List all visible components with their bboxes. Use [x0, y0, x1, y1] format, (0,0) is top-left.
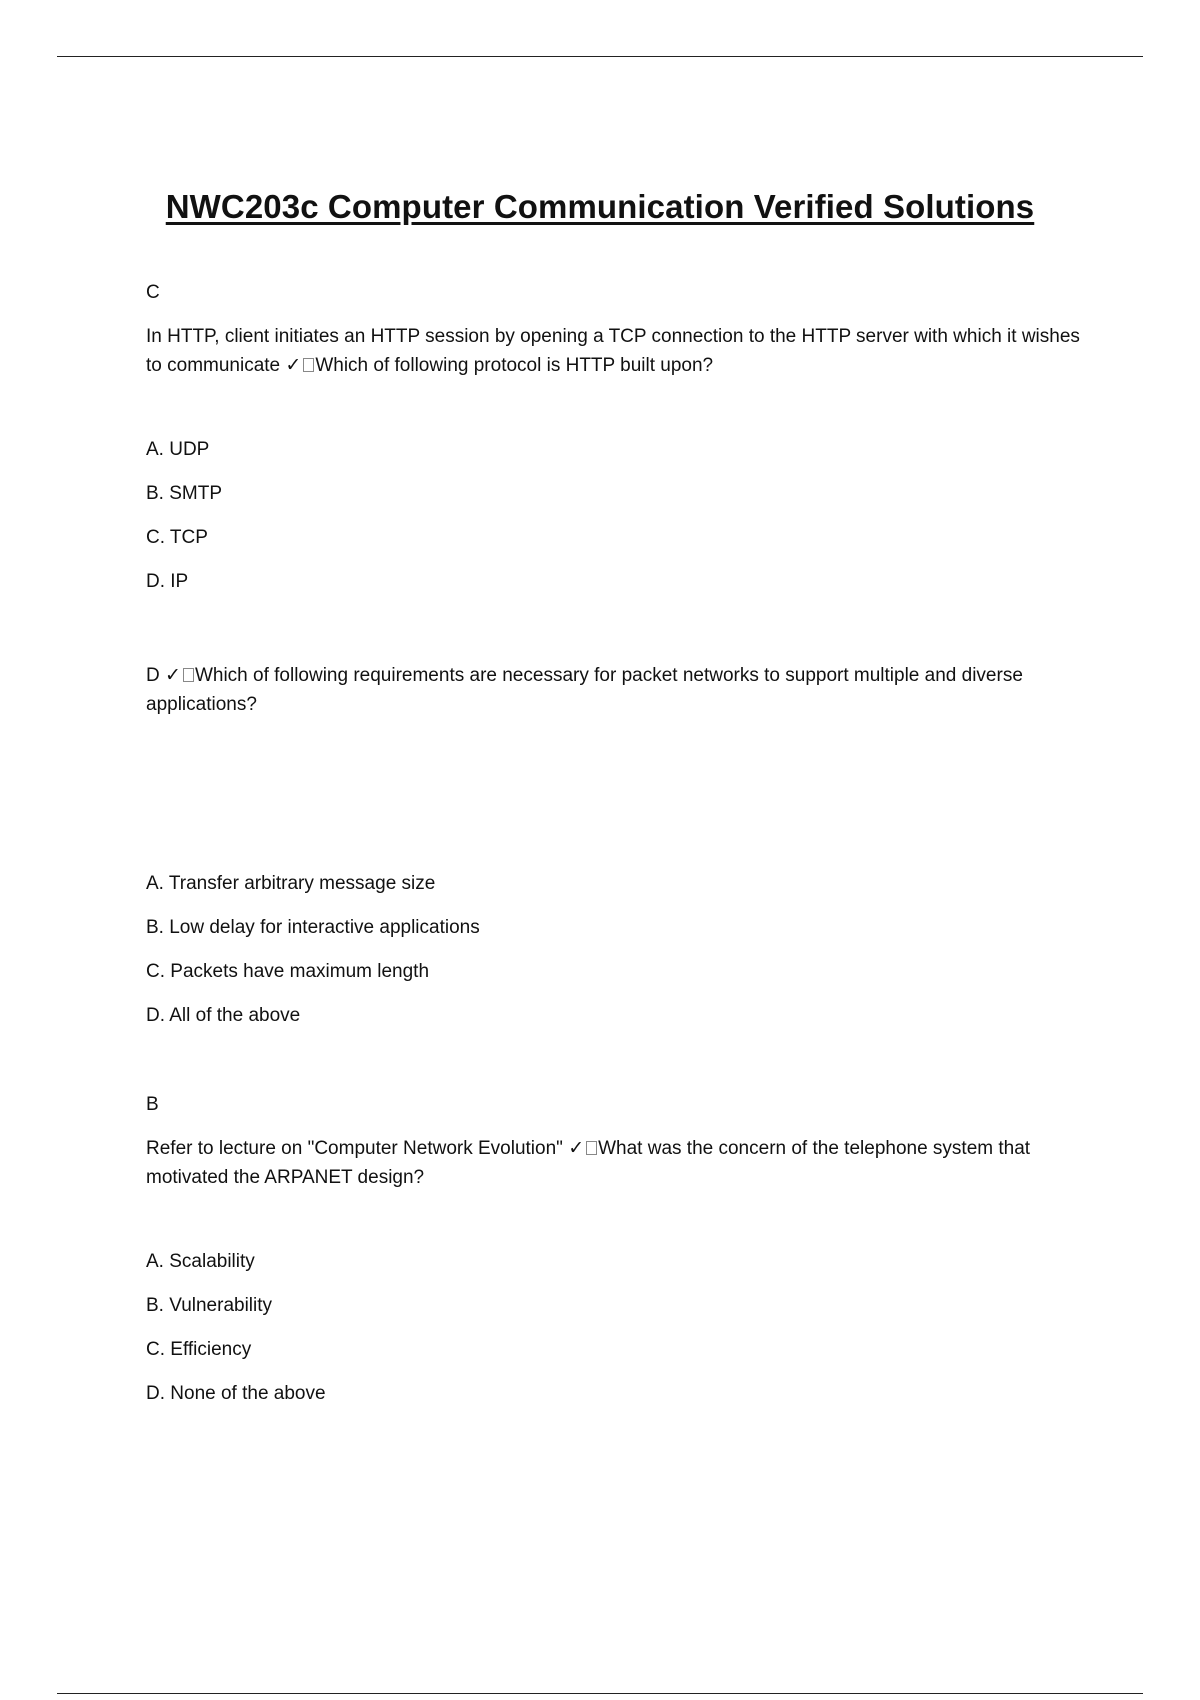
option-2a: A. Transfer arbitrary message size [146, 873, 436, 894]
box-glyph-icon [303, 358, 314, 372]
option-3d: D. None of the above [146, 1383, 326, 1404]
document-body [146, 278, 1086, 1423]
check-mark-icon: ✓ [165, 665, 181, 686]
option-2b: B. Low delay for interactive applications [146, 917, 480, 938]
check-mark-icon: ✓ [568, 1138, 585, 1159]
top-rule [57, 56, 1143, 57]
question-2-text: Which of following requirements are necessary for packet networks to support multiple and diverse applications? [146, 665, 1023, 715]
options-list-3 [146, 1247, 1086, 1408]
question-1-text: Which of following protocol is HTTP built upon? [315, 355, 714, 376]
answer-key-3: B [146, 1094, 159, 1115]
spacer [146, 719, 1086, 869]
question-3 [146, 1134, 1086, 1192]
option-1c: C. TCP [146, 527, 208, 548]
document-title: NWC203c Computer Communication Verified Solutions [165, 188, 1035, 225]
question-1 [146, 322, 1086, 380]
question-1-prefix: In HTTP, client initiates an HTTP session by opening a TCP connection to the HTTP server with which it wishes to communicate [146, 326, 1080, 376]
option-2d: D. All of the above [146, 1005, 301, 1026]
box-glyph-icon [183, 668, 194, 682]
answer-key-2: D [146, 665, 160, 686]
bottom-rule [57, 1693, 1143, 1694]
question-3-text: What was the concern of the telephone system that motivated the ARPANET design? [146, 1138, 1031, 1188]
options-list-2 [146, 869, 1086, 1030]
option-3a: A. Scalability [146, 1251, 255, 1272]
box-glyph-icon [586, 1141, 597, 1155]
option-3c: C. Efficiency [146, 1339, 252, 1360]
option-1b: B. SMTP [146, 483, 223, 504]
question-2 [146, 661, 1086, 719]
answer-key-1: C [146, 282, 160, 303]
option-3b: B. Vulnerability [146, 1295, 273, 1316]
spacer [146, 1045, 1086, 1090]
question-3-prefix: Refer to lecture on "Computer Network Evolution" [146, 1138, 563, 1159]
check-mark-icon: ✓ [285, 355, 302, 376]
options-list-1 [146, 435, 1086, 596]
option-1a: A. UDP [146, 439, 210, 460]
spacer [146, 611, 1086, 661]
option-2c: C. Packets have maximum length [146, 961, 430, 982]
option-1d: D. IP [146, 571, 189, 592]
